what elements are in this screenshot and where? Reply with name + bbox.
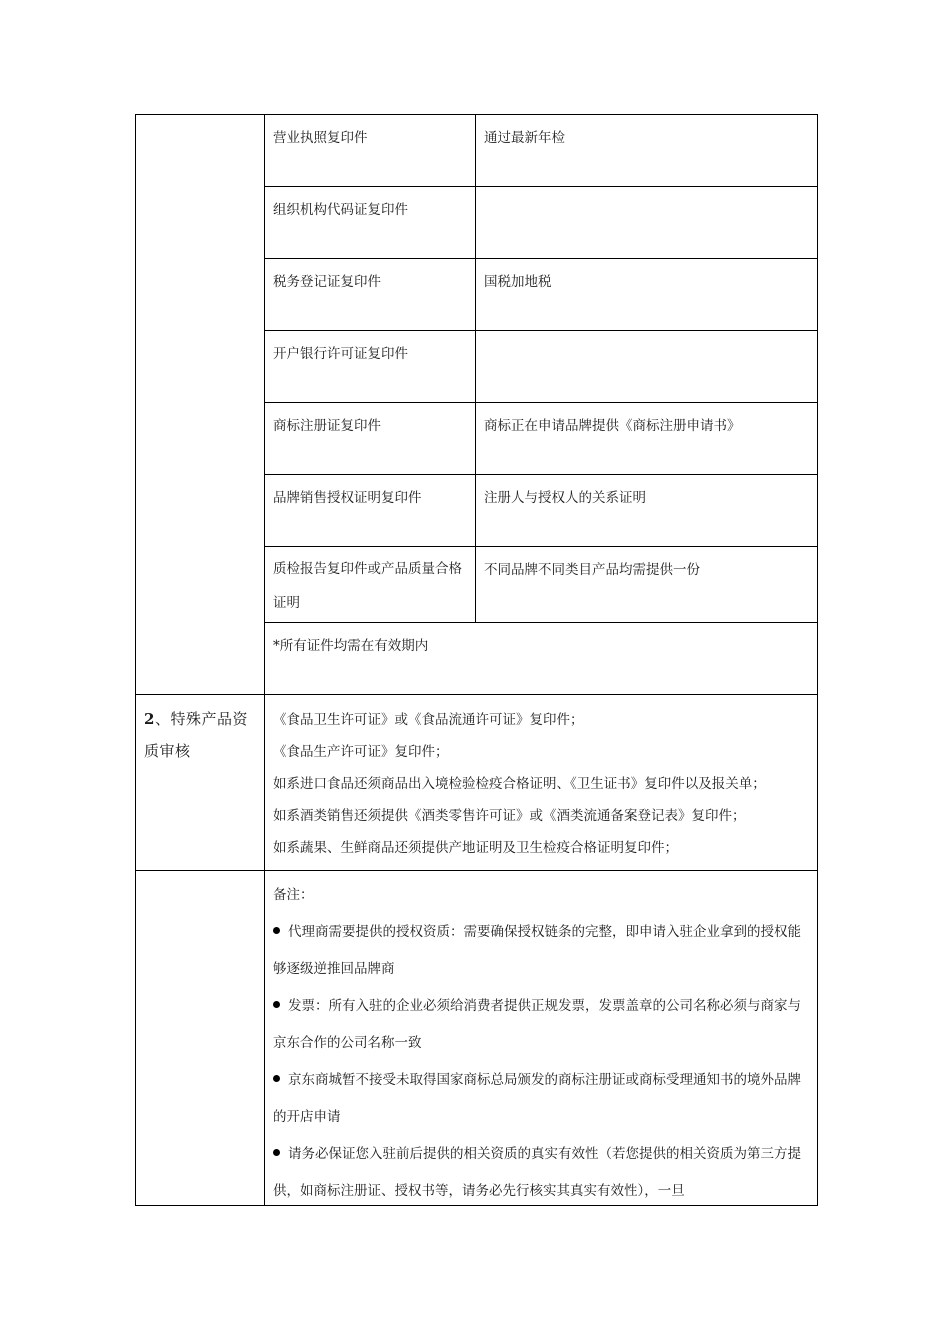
- remarks-label-cell-empty: [136, 871, 265, 1206]
- bullet-icon: [273, 1001, 280, 1008]
- document-name: 组织机构代码证复印件: [273, 202, 408, 218]
- document-name: 品牌销售授权证明复印件: [273, 490, 422, 506]
- document-name: 税务登记证复印件: [273, 274, 381, 290]
- document-note: 商标正在申请品牌提供《商标注册申请书》: [484, 418, 741, 434]
- remarks-title: 备注：: [273, 887, 314, 903]
- remarks-row: [136, 871, 818, 1206]
- document-note: 注册人与授权人的关系证明: [484, 490, 646, 506]
- section-label-cell-empty: [136, 115, 265, 695]
- remark-item: 请务必保证您入驻前后提供的相关资质的真实有效性（若您提供的相关资质为第三方提供，如商标注册证、授权书等，请务必先行核实其真实有效性），一旦: [273, 1146, 801, 1199]
- document-name: 质检报告复印件或产品质量合格证明: [273, 561, 462, 611]
- remark-item: 京东商城暂不接受未取得国家商标总局颁发的商标注册证或商标受理通知书的境外品牌的开店申请: [273, 1072, 801, 1125]
- requirement-line: 如系进口食品还须商品出入境检验检疫合格证明、《卫生证书》复印件以及报关单；: [273, 776, 766, 792]
- document-note: [476, 331, 817, 402]
- table-row: [136, 115, 818, 187]
- validity-note: *所有证件均需在有效期内: [273, 638, 429, 654]
- bullet-icon: [273, 1075, 280, 1082]
- bullet-icon: [273, 927, 280, 934]
- special-requirements: [265, 695, 817, 870]
- document-note: 国税加地税: [484, 274, 552, 290]
- requirement-line: 如系酒类销售还须提供《酒类零售许可证》或《酒类流通备案登记表》复印件；: [273, 808, 746, 824]
- document-name: 营业执照复印件: [273, 130, 368, 146]
- document-note: 不同品牌不同类目产品均需提供一份: [484, 562, 700, 578]
- qualification-table: [135, 114, 818, 1206]
- document-name: 开户银行许可证复印件: [273, 346, 408, 362]
- bullet-icon: [273, 1149, 280, 1156]
- remark-item: 代理商需要提供的授权资质：需要确保授权链条的完整，即申请入驻企业拿到的授权能够逐级逆推回品牌商: [273, 924, 801, 977]
- document-note: [476, 187, 817, 258]
- requirement-line: 《食品卫生许可证》或《食品流通许可证》复印件；: [273, 712, 584, 728]
- remarks: [265, 871, 817, 1205]
- document-note: 通过最新年检: [484, 130, 565, 146]
- special-section-row: [136, 695, 818, 871]
- section-number: 2: [144, 710, 155, 728]
- requirement-line: 如系蔬果、生鲜商品还须提供产地证明及卫生检疫合格证明复印件；: [273, 840, 678, 856]
- section-label: [136, 695, 264, 767]
- requirement-line: 《食品生产许可证》复印件；: [273, 744, 449, 760]
- section-title: 、特殊产品资质审核: [144, 710, 248, 760]
- remark-item: 发票：所有入驻的企业必须给消费者提供正规发票，发票盖章的公司名称必须与商家与京东合作的公司名称一致: [273, 998, 801, 1051]
- document-name: 商标注册证复印件: [273, 418, 381, 434]
